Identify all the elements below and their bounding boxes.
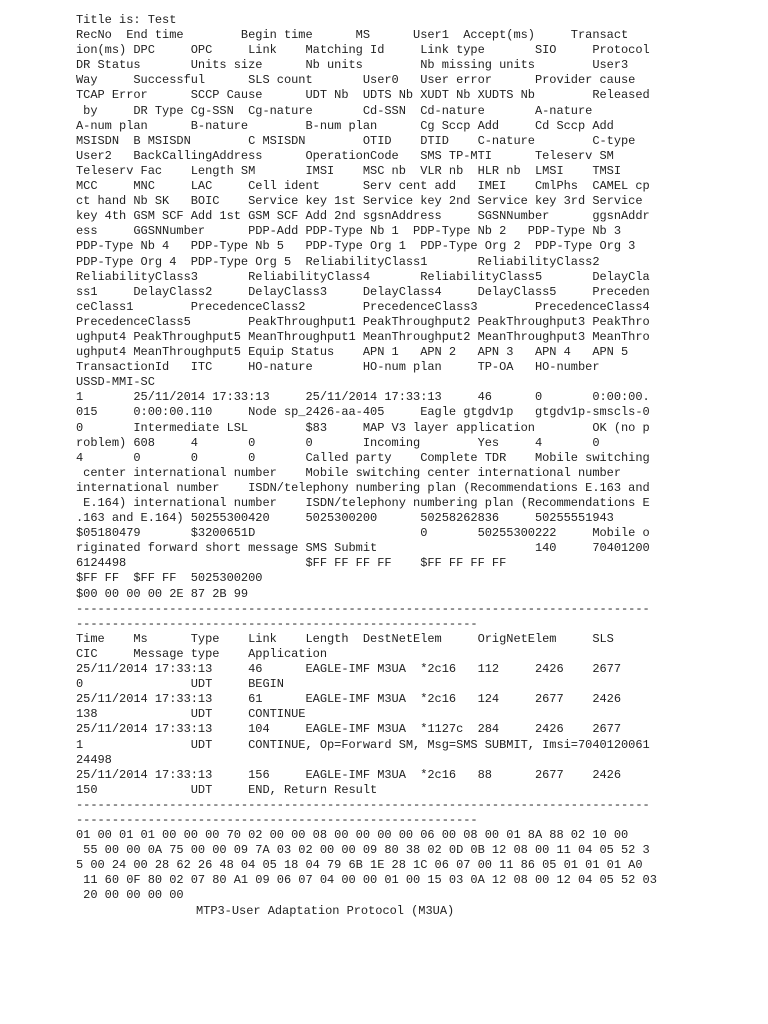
text-line: PrecedenceClass5 PeakThroughput1 PeakThroughput2 PeakThroughput3 PeakThro [76,314,650,329]
text-line: 1 25/11/2014 17:33:13 25/11/2014 17:33:13 46 0 0:00:00. [76,390,650,405]
text-line: -------------------------------------------------------- [76,616,478,631]
text-line: 0 UDT BEGIN [76,677,284,692]
text-line: ughput4 MeanThroughput5 Equip Status APN 1 APN 2 APN 3 APN 4 APN 5 [76,345,629,360]
text-line: 24498 [76,752,112,767]
text-line: -------------------------------------------------------- [76,812,478,827]
text-line: $00 00 00 00 2E 87 2B 99 [76,586,249,601]
text-line: 5 00 24 00 28 62 26 48 04 05 18 04 79 6B 1E 28 1C 06 07 00 11 86 05 01 01 01 A0 [76,858,643,873]
text-line: DR Status Units size Nb units Nb missing units User3 [76,58,629,73]
text-line: PDP-Type Nb 4 PDP-Type Nb 5 PDP-Type Org 1 PDP-Type Org 2 PDP-Type Org 3 [76,239,636,254]
text-line: .163 and E.164) 50255300420 5025300200 50258262836 50255551943 [76,511,614,526]
text-line: 138 UDT CONTINUE [76,707,306,722]
text-line: 20 00 00 00 00 [76,888,184,903]
text-line: Time Ms Type Link Length DestNetElem OrigNetElem SLS [76,631,614,646]
text-line: ughput4 PeakThroughput5 MeanThroughput1 MeanThroughput2 MeanThroughput3 MeanThro [76,329,650,344]
text-line: MSISDN B MSISDN C MSISDN OTID DTID C-nature C-type [76,133,636,148]
text-line: 150 UDT END, Return Result [76,782,378,797]
text-line: ss1 DelayClass2 DelayClass3 DelayClass4 DelayClass5 Preceden [76,284,650,299]
text-line: ct hand Nb SK BOIC Service key 1st Service key 2nd Service key 3rd Service [76,194,643,209]
text-line: 6124498 $FF FF FF FF $FF FF FF FF [76,556,507,571]
text-line: 01 00 01 01 00 00 00 70 02 00 00 08 00 00 00 00 06 00 08 00 01 8A 88 02 10 00 [76,828,629,843]
text-line: A-num plan B-nature B-num plan Cg Sccp Add Cd Sccp Add [76,118,614,133]
text-line: riginated forward short message SMS Submit 140 70401200 [76,541,650,556]
text-line: ess GGSNNumber PDP-Add PDP-Type Nb 1 PDP-Type Nb 2 PDP-Type Nb 3 [76,224,622,239]
text-line: 4 0 0 0 Called party Complete TDR Mobile switching [76,450,650,465]
text-line: 55 00 00 0A 75 00 00 09 7A 03 02 00 00 09 80 38 02 0D 0B 12 08 00 11 04 05 52 3 [76,843,650,858]
text-line: 0 Intermediate LSL $83 MAP V3 layer application OK (no p [76,420,650,435]
document-page [76,13,760,919]
text-line: CIC Message type Application [76,646,327,661]
text-line: TransactionId ITC HO-nature HO-num plan TP-OA HO-number [76,360,600,375]
text-line: Teleserv Fac Length SM IMSI MSC nb VLR nb HLR nb LMSI TMSI [76,163,622,178]
text-line: User2 BackCallingAddress OperationCode SMS TP-MTI Teleserv SM [76,148,614,163]
protocol-caption: MTP3-User Adaptation Protocol (M3UA) [196,903,455,918]
text-line: -------------------------------------------------------------------------------- [76,797,650,812]
text-line: 1 UDT CONTINUE, Op=Forward SM, Msg=SMS SUBMIT, Imsi=7040120061 [76,737,650,752]
text-line: -------------------------------------------------------------------------------- [76,601,650,616]
text-line: USSD-MMI-SC [76,375,155,390]
report-text [76,13,760,904]
text-line: 25/11/2014 17:33:13 46 EAGLE-IMF M3UA *2c16 112 2426 2677 [76,662,622,677]
text-line: by DR Type Cg-SSN Cg-nature Cd-SSN Cd-nature A-nature [76,103,593,118]
text-line: ReliabilityClass3 ReliabilityClass4 ReliabilityClass5 DelayCla [76,269,650,284]
text-line: E.164) international number ISDN/telephony numbering plan (Recommendations E [76,496,650,510]
text-line: 25/11/2014 17:33:13 104 EAGLE-IMF M3UA *1127c 284 2426 2677 [76,722,622,737]
text-line: international number ISDN/telephony numbering plan (Recommendations E.163 and [76,480,650,495]
text-line: Title is: Test [76,13,177,27]
text-line: MCC MNC LAC Cell ident Serv cent add IMEI CmlPhs CAMEL cp [76,179,650,194]
text-line: 25/11/2014 17:33:13 156 EAGLE-IMF M3UA *2c16 88 2677 2426 [76,767,622,782]
text-line: ion(ms) DPC OPC Link Matching Id Link type SIO Protocol [76,43,650,58]
text-line: ceClass1 PrecedenceClass2 PrecedenceClass3 PrecedenceClass4 [76,299,650,314]
text-line: $FF FF $FF FF 5025300200 [76,571,263,586]
text-line: 015 0:00:00.110 Node sp_2426-aa-405 Eagle gtgdv1p gtgdv1p-smscls-0 [76,405,650,420]
text-line: 25/11/2014 17:33:13 61 EAGLE-IMF M3UA *2c16 124 2677 2426 [76,692,622,707]
text-line: RecNo End time Begin time MS User1 Accept(ms) Transact [76,28,629,43]
text-line: TCAP Error SCCP Cause UDT Nb UDTS Nb XUDT Nb XUDTS Nb Released [76,88,650,103]
text-line: roblem) 608 4 0 0 Incoming Yes 4 0 [76,435,600,450]
text-line: key 4th GSM SCF Add 1st GSM SCF Add 2nd sgsnAddress SGSNNumber ggsnAddr [76,209,650,224]
text-line: $05180479 $3200651D 0 50255300222 Mobile o [76,526,650,541]
text-line: Way Successful SLS count User0 User error Provider cause [76,73,636,88]
text-line: PDP-Type Org 4 PDP-Type Org 5 ReliabilityClass1 ReliabilityClass2 [76,254,600,269]
text-line: 11 60 0F 80 02 07 80 A1 09 06 07 04 00 00 01 00 15 03 0A 12 08 00 12 04 05 52 03 [76,873,657,888]
text-line: center international number Mobile switching center international number [76,465,622,480]
